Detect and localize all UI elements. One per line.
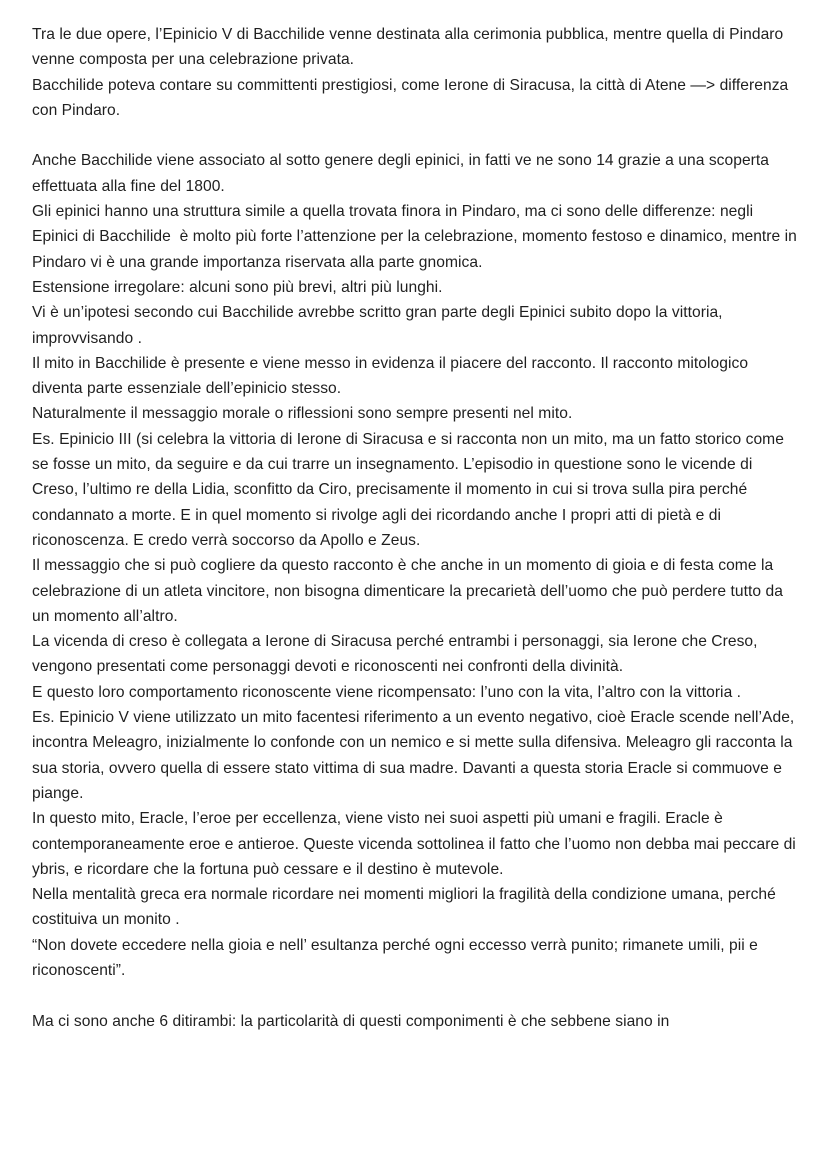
paragraph-1: Tra le due opere, l’Epinicio V di Bacchilide venne destinata alla cerimonia pubblica, mentre quella di Pindaro venne composta per una celebrazione privata. [32,26,788,69]
paragraph-14: In questo mito, Eracle, l’eroe per eccellenza, viene visto nei suoi aspetti più umani e fragili. Eracle è contemporaneamente eroe e antieroe. Queste vicenda sottolinea il fatto che l’uomo non debba mai peccare di ybris, e ricordare che la fortuna può cessare e il destino è mutevole. [32,810,801,878]
paragraph-9: Es. Epinicio III (si celebra la vittoria di Ierone di Siracusa e si racconta non un mito, ma un fatto storico come se fosse un mito, da seguire e da cui trarre un insegnamento. L’episodio in questione sono le vicende di Creso, l’ultimo re della Lidia, sconfitto da Ciro, precisamente il momento in cui si trova sulla pira perché condannato a morte. E in quel momento si rivolge agli dei ricordando anche I propri atti di pietà e di riconoscenza. E credo verrà soccorso da Apollo e Zeus. [32,430,789,549]
paragraph-17: Ma ci sono anche 6 ditirambi: la particolarità di questi componimenti è che sebbene siano in [32,1012,670,1030]
paragraph-7: Il mito in Bacchilide è presente e viene messo in evidenza il piacere del racconto. Il racconto mitologico diventa parte essenziale dell’epinicio stesso. [32,354,753,398]
paragraph-5: Estensione irregolare: alcuni sono più brevi, altri più lunghi. [32,278,443,296]
paragraph-13: Es. Epinicio V viene utilizzato un mito facentesi riferimento a un evento negativo, cioè Eracle scende nell’Ade, incontra Meleagro, inizialmente lo confonde con un nemico e si mette sulla difensiva. Meleagro gli racconta la sua storia, ovvero quella di essere stato vittima di sua madre. Davanti a questa storia Eracle si commuove e piange. [32,709,799,802]
paragraph-12: E questo loro comportamento riconoscente viene ricompensato: l’uno con la vita, l’altro con la vittoria . [32,683,742,701]
paragraph-15: Nella mentalità greca era normale ricordare nei momenti migliori la fragilità della condizione umana, perché costituiva un monito . [32,886,781,929]
document-body [32,22,800,1034]
paragraph-8: Naturalmente il messaggio morale o riflessioni sono sempre presenti nel mito. [32,405,573,423]
paragraph-6: Vi è un’ipotesi secondo cui Bacchilide avrebbe scritto gran parte degli Epinici subito dopo la vittoria, improvvisando . [32,304,727,347]
paragraph-16: “Non dovete eccedere nella gioia e nell’ esultanza perché ogni eccesso verrà punito; rimanete umili, pii e riconoscenti”. [32,936,763,979]
blank-line [32,123,800,148]
paragraph-11: La vicenda di creso è collegata a Ierone di Siracusa perché entrambi i personaggi, sia Ierone che Creso, vengono presentati come personaggi devoti e riconoscenti nei confronti della divinità. [32,633,762,676]
paragraph-4: Gli epinici hanno una struttura simile a quella trovata finora in Pindaro, ma ci sono delle differenze: negli Epinici di Bacchilide è molto più forte l’attenzione per la celebrazione, momento festoso e dinamico, mentre in Pindaro vi è una grande importanza riservata alla parte gnomica. [32,203,802,271]
paragraph-2: Bacchilide poteva contare su committenti prestigiosi, come Ierone di Siracusa, la città di Atene —> differenza con Pindaro. [32,76,793,119]
blank-line [32,983,800,1008]
paragraph-3: Anche Bacchilide viene associato al sotto genere degli epinici, in fatti ve ne sono 14 grazie a una scoperta effettuata alla fine del 1800. [32,152,774,195]
paragraph-10: Il messaggio che si può cogliere da questo racconto è che anche in un momento di gioia e di festa come la celebrazione di un atleta vincitore, non bisogna dimenticare la precarietà dell’uomo che può perdere tutto da un momento all’altro. [32,557,788,625]
